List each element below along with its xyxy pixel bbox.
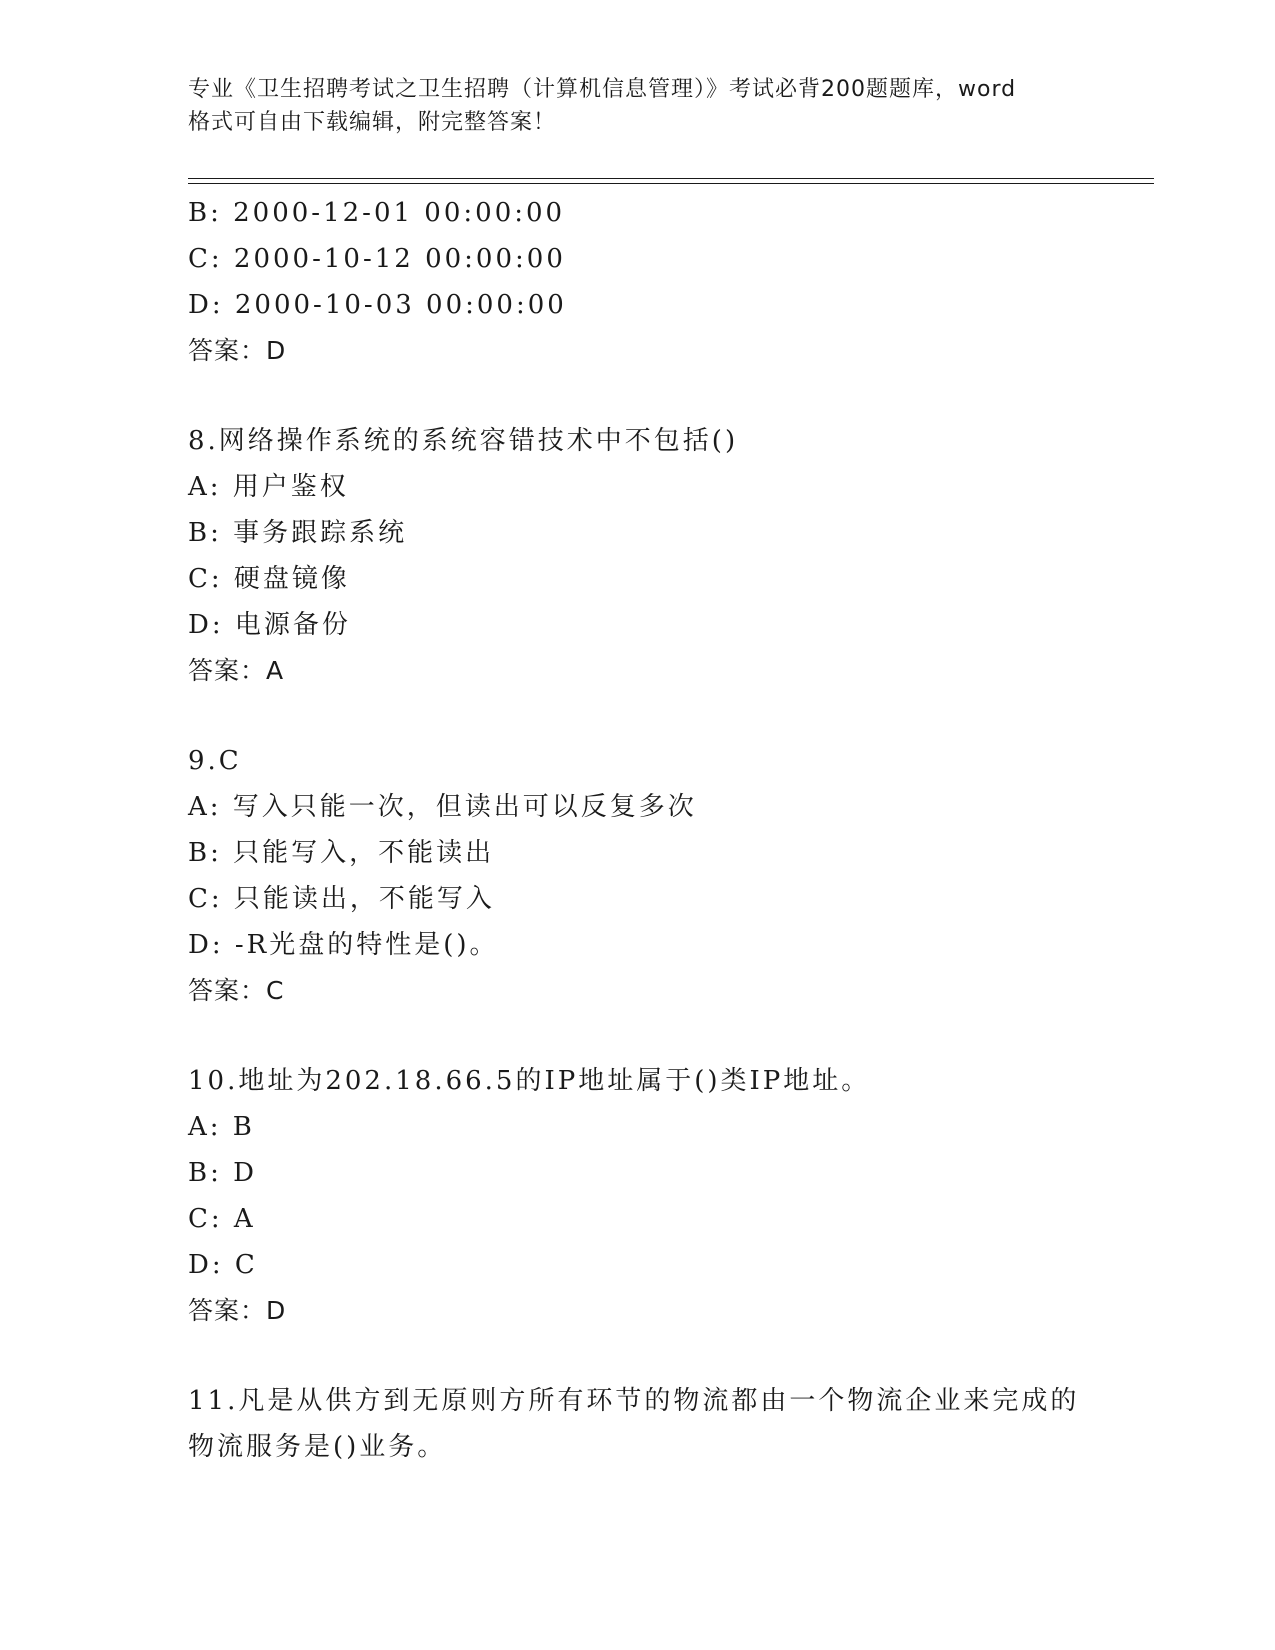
option-a: A: 写入只能一次，但读出可以反复多次	[188, 792, 697, 822]
question-text: 8.网络操作系统的系统容错技术中不包括()	[188, 426, 739, 456]
question-text: 10.地址为202.18.66.5的IP地址属于()类IP地址。	[188, 1066, 871, 1096]
question-11	[188, 1378, 1148, 1470]
option-d: D: 2000-10-03 00:00:00	[188, 290, 567, 320]
option-d: D: -R光盘的特性是()。	[188, 930, 499, 960]
question-list	[188, 190, 1148, 1470]
option-b: B: 2000-12-01 00:00:00	[188, 198, 566, 228]
answer: 答案：C	[188, 976, 285, 1005]
option-c: C: 只能读出，不能写入	[188, 884, 495, 914]
header-divider-top	[188, 178, 1154, 179]
option-b: B: D	[188, 1158, 257, 1188]
header-divider-bottom	[188, 183, 1154, 184]
spacer	[188, 694, 1148, 738]
answer: 答案：D	[188, 1296, 287, 1325]
header-title-line-2: 格式可自由下载编辑，附完整答案！	[188, 110, 557, 135]
question-text-line-1: 11.凡是从供方到无原则方所有环节的物流都由一个物流企业来完成的	[188, 1386, 1080, 1416]
document-header	[188, 73, 1088, 139]
question-text: 9.C	[188, 746, 242, 776]
question-8	[188, 418, 1148, 694]
header-title-line-1: 专业《卫生招聘考试之卫生招聘（计算机信息管理）》考试必背200题题库，word	[188, 77, 1017, 102]
option-c: C: 2000-10-12 00:00:00	[188, 244, 566, 274]
option-b: B: 事务跟踪系统	[188, 518, 408, 548]
spacer	[188, 1334, 1148, 1378]
question-9	[188, 738, 1148, 1014]
answer: 答案：D	[188, 336, 287, 365]
question-text-line-2: 物流服务是()业务。	[188, 1432, 447, 1462]
spacer	[188, 374, 1148, 418]
option-b: B: 只能写入，不能读出	[188, 838, 495, 868]
spacer	[188, 1014, 1148, 1058]
option-d: D: C	[188, 1250, 258, 1280]
option-a: A: B	[188, 1112, 255, 1142]
option-c: C: 硬盘镜像	[188, 564, 350, 594]
option-a: A: 用户鉴权	[188, 472, 349, 502]
question-10	[188, 1058, 1148, 1334]
option-c: C: A	[188, 1204, 256, 1234]
question-7-tail	[188, 190, 1148, 374]
answer: 答案：A	[188, 656, 285, 685]
option-d: D: 电源备份	[188, 610, 351, 640]
